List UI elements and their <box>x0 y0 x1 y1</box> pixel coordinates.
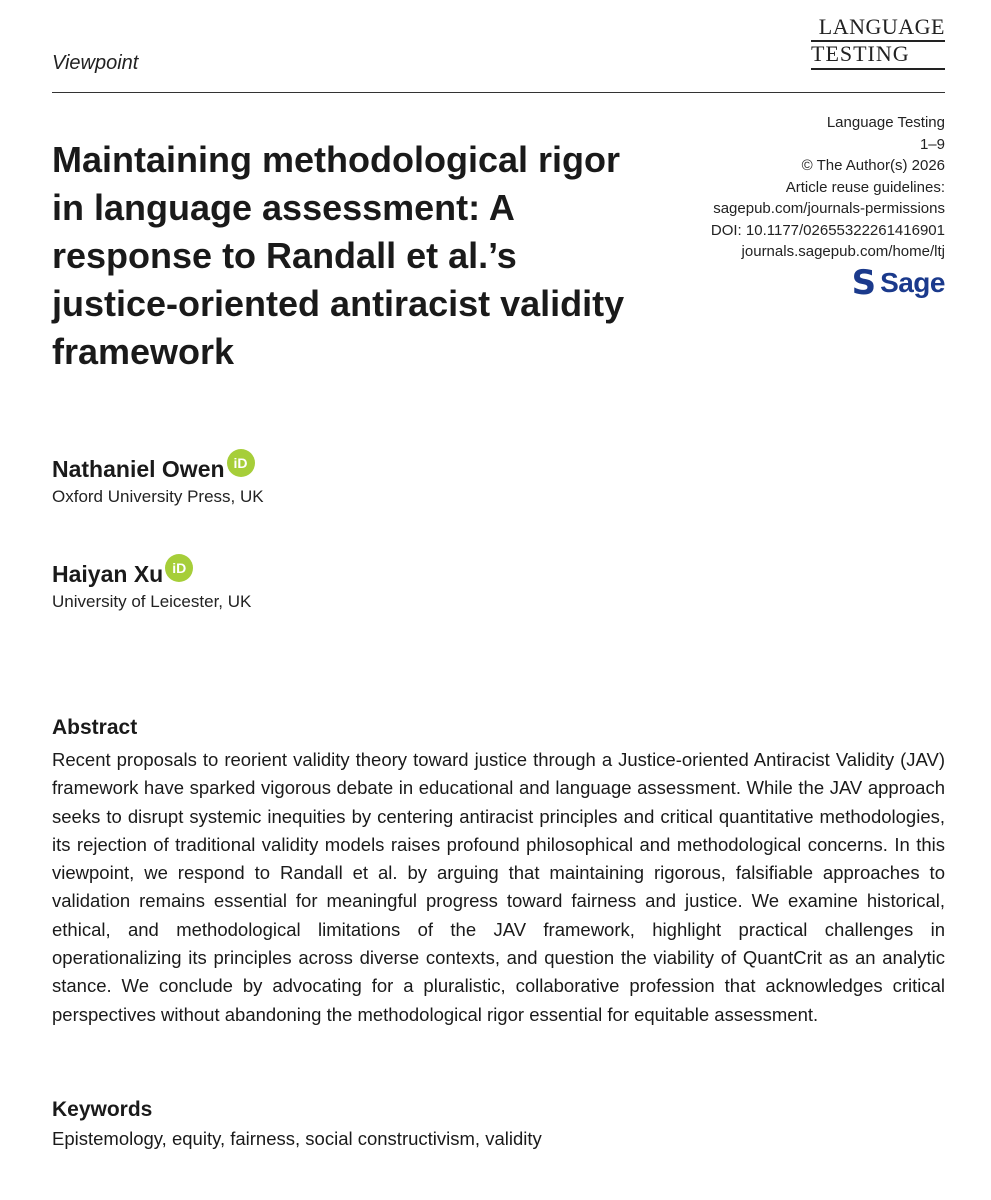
keywords-text: Epistemology, equity, fairness, social constructivism, validity <box>52 1128 542 1149</box>
publisher-name: Sage <box>880 267 945 298</box>
section-label: Viewpoint <box>52 52 139 74</box>
abstract-text: Recent proposals to reorient validity theory toward justice through a Justice-oriented Antiracist Validity (JAV) framework have sparked vigorous debate in educational and language assessment. While the JAV approach seeks to disrupt systemic inequities by centering antiracist principles and critical quantitative methodologies, its rejection of traditional validity models raises profound philosophical and methodological concerns. In this viewpoint, we respond to Randall et al. by arguing that maintaining rigorous, falsifiable approaches to validation remains essential for meaningful progress toward fairness and justice. We examine historical, ethical, and methodological limitations of the JAV framework, highlight practical challenges in operationalizing its principles across diverse contexts, and question the viability of QuantCrit as an analytic stance. We conclude by advocating for a pluralistic, collaborative profession that acknowledges critical perspectives without abandoning the methodological rigor essential for equitable assessment. <box>52 749 945 1025</box>
abstract-heading: Abstract <box>52 716 138 739</box>
meta-homepage-link[interactable]: journals.sagepub.com/home/ltj <box>741 243 945 260</box>
author-affiliation: Oxford University Press, UK <box>52 487 264 506</box>
sage-logo-icon: S <box>851 263 877 303</box>
meta-doi[interactable]: DOI: 10.1177/02655322261416901 <box>710 221 945 239</box>
meta-permissions-link[interactable]: sagepub.com/journals-permissions <box>713 200 945 217</box>
author-name: Nathaniel Owen <box>52 455 225 482</box>
author-affiliation: University of Leicester, UK <box>52 592 252 611</box>
journal-logo-line1: LANGUAGE <box>811 14 945 42</box>
meta-copyright: © The Author(s) 2026 <box>801 157 945 174</box>
author-block <box>52 560 251 612</box>
header-divider <box>52 92 945 93</box>
author-name-row <box>52 455 264 483</box>
author-name: Haiyan Xu <box>52 560 164 587</box>
author-block <box>52 455 264 507</box>
article-title: Maintaining methodological rigor in language assessment: A response to Randall et al.’s justice-oriented antiracist validity framework <box>52 139 625 372</box>
orcid-icon[interactable]: iD <box>227 449 255 477</box>
meta-reuse: Article reuse guidelines: <box>785 178 945 196</box>
author-name-row <box>52 560 251 588</box>
publisher-logo <box>851 263 945 303</box>
meta-pages: 1–9 <box>919 135 945 153</box>
journal-logo-line2: TESTING <box>811 42 945 70</box>
keywords-heading: Keywords <box>52 1098 153 1121</box>
meta-journal: Language Testing <box>826 114 945 131</box>
journal-logo <box>811 14 945 70</box>
article-metadata <box>625 112 945 263</box>
orcid-icon[interactable]: iD <box>165 554 193 582</box>
